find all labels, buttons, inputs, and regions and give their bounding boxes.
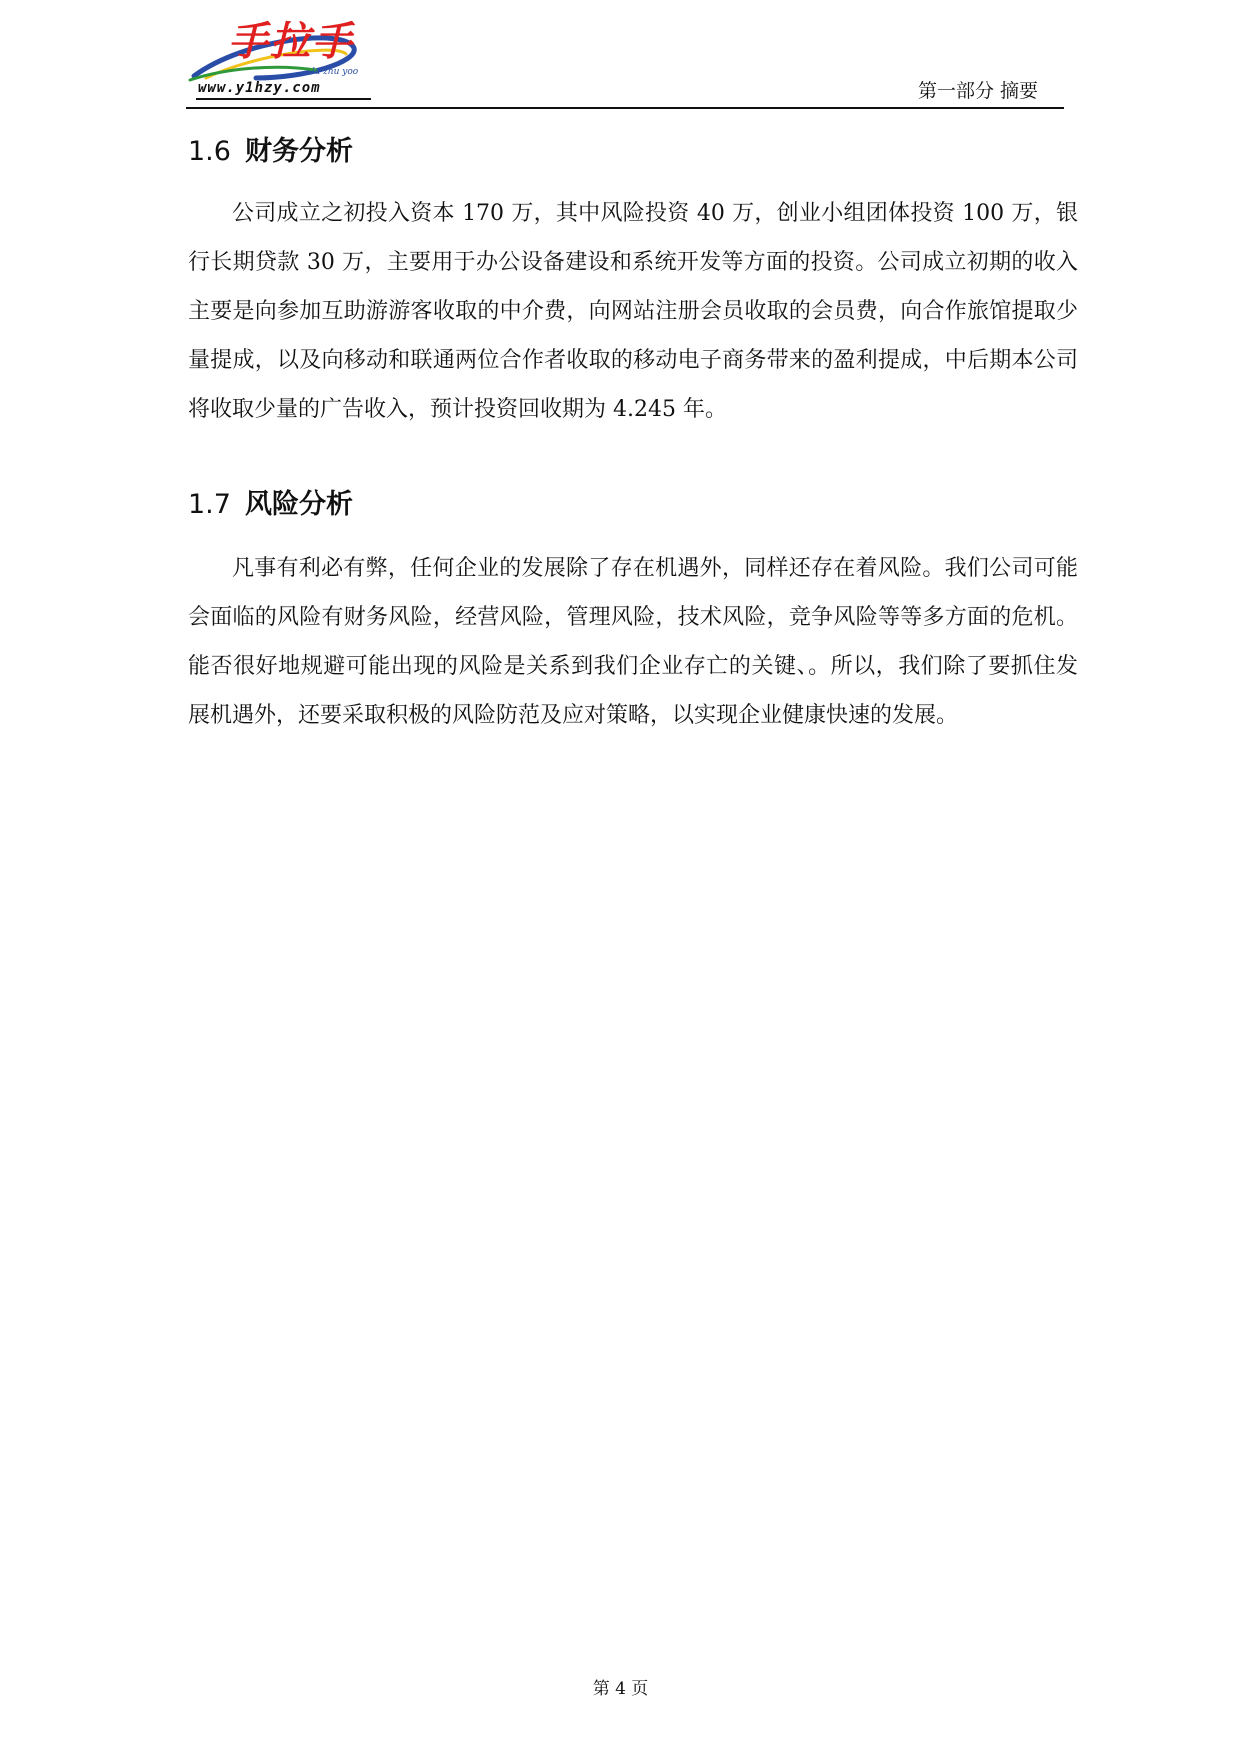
- running-head: 第一部分 摘要: [917, 80, 1038, 102]
- header-divider: [186, 107, 1064, 109]
- risk-paragraph: 凡事有利必有弊，任何企业的发展除了存在机遇外，同样还存在着风险。我们公司可能会面临的风险有财务风险，经营风险，管理风险，技术风险，竞争风险等等多方面的危机。能否很好地规避可能出现的风险是关系到我们企业存亡的关键、。所以，我们除了要抓住发展机遇外，还要采取积极的风险防范及应对策略，以实现企业健康快速的发展。: [188, 556, 1078, 728]
- section-number: 1.7: [188, 489, 231, 520]
- section-title-text: 财务分析: [244, 136, 353, 167]
- section-title-text: 风险分析: [244, 489, 353, 520]
- logo-url-text: www.y1hzy.com: [198, 80, 321, 96]
- company-logo: [186, 18, 416, 104]
- logo-pinyin-text: la zhu yoo: [312, 67, 359, 77]
- page-header: [186, 18, 1064, 110]
- page-number: 第 4 页: [592, 1679, 649, 1699]
- section-number: 1.6: [188, 136, 231, 167]
- finance-paragraph: 公司成立之初投入资本 170 万，其中风险投资 40 万，创业小组团体投资 100 万，银行长期贷款 30 万，主要用于办公设备建设和系统开发等方面的投资。公司成立初期的收入主要是向参加互助游游客收取的中介费，向网站注册会员收取的会员费，向合作旅馆提取少量提成，以及向移动和联通两位合作者收取的移动电子商务带来的盈利提成，中后期本公司将收取少量的广告收入，预计投资回收期为 4.245 年。: [188, 201, 1078, 422]
- logo-script-text: 手拉手: [228, 18, 354, 65]
- section-heading-risk: [188, 491, 353, 518]
- section-heading-finance: [188, 138, 353, 165]
